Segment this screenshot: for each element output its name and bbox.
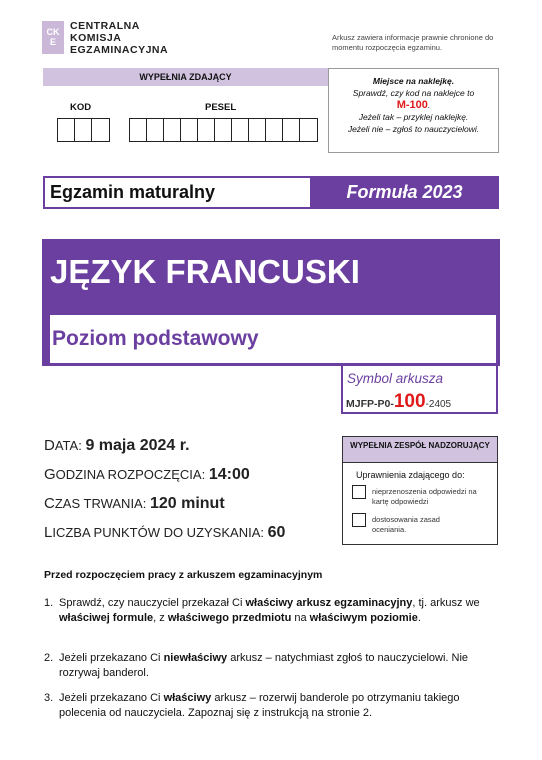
- subject-title: JĘZYK FRANCUSKI: [50, 253, 360, 290]
- exam-duration: CZAS TRWANIA: 120 minut: [44, 495, 225, 512]
- pesel-input[interactable]: [129, 118, 318, 142]
- exam-formula: Formuła 2023: [310, 176, 499, 209]
- permissions-label: Uprawnienia zdającego do:: [356, 470, 465, 480]
- sticker-area: Miejsce na naklejkę. Sprawdź, czy kod na naklejce to M-100. Jeżeli tak – przyklej naklejkę. Jeżeli nie – zgłoś to nauczycielowi.: [328, 68, 499, 153]
- sticker-code: M-100: [396, 99, 428, 111]
- logo-mark: CK E: [46, 27, 60, 47]
- checkbox-no-transfer-label: nieprzenoszenia odpowiedzi na kartę odpowiedzi: [372, 487, 477, 506]
- checkbox-adjusted-grading[interactable]: [352, 513, 366, 527]
- symbol-label: Symbol arkusza: [347, 371, 444, 386]
- exam-level: Poziom podstawowy: [52, 327, 259, 350]
- instruction-item: 2. Jeżeli przekazano Ci niewłaściwy arkusz – natychmiast zgłoś to nauczycielowi. Nie rozrywaj banderol.: [44, 652, 469, 679]
- org-name: CENTRALNA KOMISJA EGZAMINACYJNA: [70, 20, 169, 56]
- candidate-bar: WYPEŁNIA ZDAJĄCY: [43, 68, 328, 86]
- checkbox-no-transfer[interactable]: [352, 485, 366, 499]
- symbol-code: MJFP-P0-100-2405: [346, 391, 452, 412]
- exam-start-time: GODZINA ROZPOCZĘCIA: 14:00: [44, 466, 250, 483]
- pesel-label: PESEL: [205, 102, 237, 113]
- legal-notice: Arkusz zawiera informacje prawnie chronione do momentu rozpoczęcia egzaminu.: [332, 33, 494, 52]
- exam-date: DATA: 9 maja 2024 r.: [44, 437, 190, 454]
- instruction-item: 1. Sprawdź, czy nauczyciel przekazał Ci właściwy arkusz egzaminacyjny, tj. arkusz we właściwej formule, z właściwego przedmiotu na właściwym poziomie.: [44, 597, 480, 624]
- instructions-title: Przed rozpoczęciem pracy z arkuszem egzaminacyjnym: [44, 569, 323, 581]
- instruction-item: 3. Jeżeli przekazano Ci właściwy arkusz – rozerwij banderole po otrzymaniu takiego polecenia od nauczyciela. Zapoznaj się z instrukcją na stronie 2.: [44, 692, 460, 719]
- kod-input[interactable]: [57, 118, 110, 142]
- exam-points: LICZBA PUNKTÓW DO UZYSKANIA: 60: [44, 524, 286, 541]
- exam-type: Egzamin maturalny: [50, 182, 216, 202]
- kod-label: KOD: [70, 102, 92, 113]
- supervisor-head: WYPEŁNIA ZESPÓŁ NADZORUJĄCY: [342, 436, 498, 463]
- checkbox-adjusted-grading-label: dostosowania zasad oceniania.: [372, 515, 440, 534]
